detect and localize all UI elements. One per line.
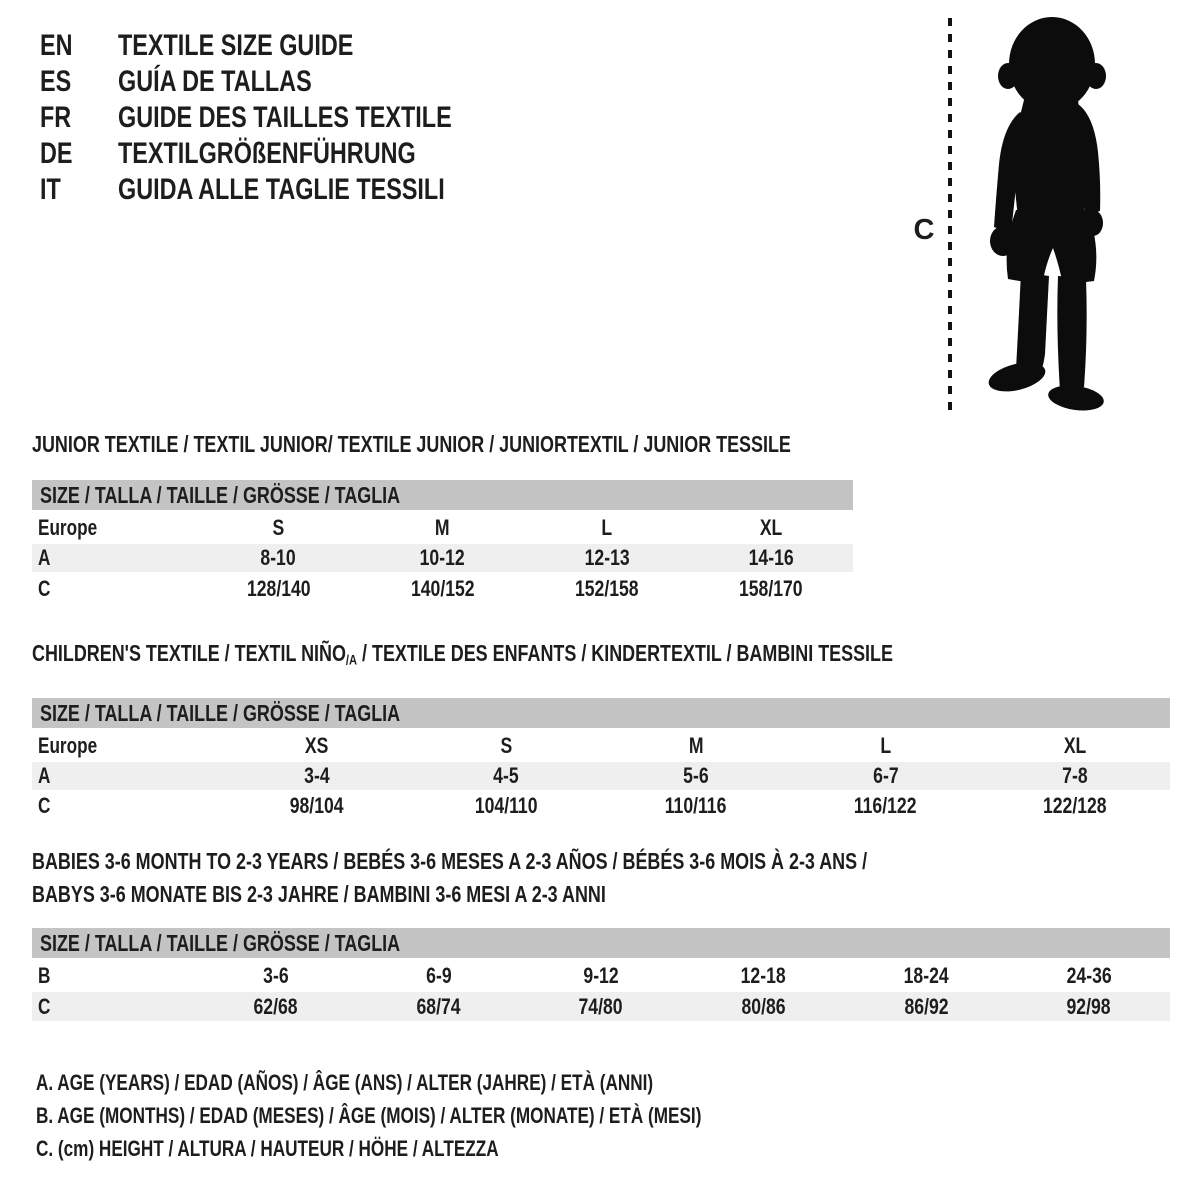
- table-cell: 122/128: [980, 791, 1170, 821]
- table-cell: 104/110: [411, 791, 601, 821]
- table-cell: 7-8: [980, 761, 1170, 791]
- lang-row-fr: [40, 100, 546, 136]
- table-cell: M: [360, 513, 524, 543]
- height-dashed-line-icon: [946, 16, 954, 420]
- table-cell: 5-6: [601, 761, 791, 791]
- table-cell: 80/86: [682, 991, 845, 1021]
- childrens-size-table: [32, 730, 1170, 821]
- table-cell: 68/74: [357, 991, 520, 1021]
- table-cell: 74/80: [520, 991, 683, 1021]
- table-row-age-years: [32, 761, 1170, 791]
- childrens-textile-section: [32, 640, 1170, 821]
- table-row-europe: [32, 731, 1170, 761]
- row-label: A: [32, 761, 222, 791]
- table-cell: 3-6: [195, 961, 358, 991]
- table-cell: 24-36: [1007, 961, 1170, 991]
- table-cell: 9-12: [520, 961, 683, 991]
- table-cell: 10-12: [360, 543, 524, 573]
- table-cell: XL: [689, 513, 853, 543]
- size-header-bar: SIZE / TALLA / TAILLE / GRÖSSE / TAGLIA: [32, 928, 1170, 958]
- table-row-height: [32, 991, 1170, 1021]
- table-row-europe: [32, 513, 853, 543]
- table-cell: 6-9: [357, 961, 520, 991]
- lang-row-en: [40, 28, 546, 64]
- table-cell: 116/122: [791, 791, 981, 821]
- table-cell: 110/116: [601, 791, 791, 821]
- lang-row-de: [40, 136, 546, 172]
- row-label: C: [32, 991, 195, 1021]
- size-header-bar: SIZE / TALLA / TAILLE / GRÖSSE / TAGLIA: [32, 480, 853, 510]
- childrens-table-title: CHILDREN'S TEXTILE / TEXTIL $NIÑO_{/A}$ / TEXTILE DES ENFANTS / KINDERTEXTIL / BAMBINI TESSILE: [32, 640, 893, 669]
- babies-size-table: [32, 960, 1170, 1021]
- guide-title-en: TEXTILE SIZE GUIDE: [118, 29, 354, 62]
- lang-code: ES: [40, 65, 72, 98]
- table-cell: XL: [980, 731, 1170, 761]
- table-cell: 12-18: [682, 961, 845, 991]
- lang-code: DE: [40, 137, 73, 170]
- table-row-height: [32, 791, 1170, 821]
- row-label: B: [32, 961, 195, 991]
- junior-textile-section: [32, 431, 853, 603]
- guide-title-de: TEXTILGRÖßENFÜHRUNG: [118, 137, 416, 170]
- row-label: C: [32, 573, 196, 603]
- table-cell: L: [525, 513, 689, 543]
- table-cell: M: [601, 731, 791, 761]
- baby-silhouette-icon: [966, 14, 1136, 419]
- nino-a-subscript: /A: [345, 652, 358, 669]
- table-cell: L: [791, 731, 981, 761]
- table-cell: 140/152: [360, 573, 524, 603]
- table-cell: 8-10: [196, 543, 360, 573]
- guide-title-it: GUIDA ALLE TAGLIE TESSILI: [118, 173, 445, 206]
- table-cell: 12-13: [525, 543, 689, 573]
- legend-age-months: B. AGE (MONTHS) / EDAD (MESES) / ÂGE (MOIS) / ALTER (MONATE) / ETÀ (MESI): [36, 1103, 702, 1128]
- guide-title-es: GUÍA DE TALLAS: [118, 65, 312, 98]
- babies-textile-section: [32, 845, 1170, 1021]
- legend-height: C. (cm) HEIGHT / ALTURA / HAUTEUR / HÖHE / ALTEZZA: [36, 1136, 499, 1161]
- table-cell: 4-5: [411, 761, 601, 791]
- lang-row-es: [40, 64, 546, 100]
- table-row-height: [32, 573, 853, 603]
- table-cell: S: [196, 513, 360, 543]
- lang-code: EN: [40, 29, 73, 62]
- table-cell: 6-7: [791, 761, 981, 791]
- table-cell: 62/68: [195, 991, 358, 1021]
- height-measure-figure: [900, 10, 1150, 430]
- lang-row-it: [40, 172, 546, 208]
- row-label: C: [32, 791, 222, 821]
- table-cell: 128/140: [196, 573, 360, 603]
- row-label: Europe: [32, 513, 196, 543]
- height-measure-label: C: [913, 214, 935, 246]
- language-title-list: [40, 28, 546, 208]
- row-label: A: [32, 543, 196, 573]
- measure-legend: [36, 1066, 889, 1165]
- table-row-age-months: [32, 961, 1170, 991]
- lang-code: FR: [40, 101, 72, 134]
- table-row-age-years: [32, 543, 853, 573]
- table-cell: 86/92: [845, 991, 1008, 1021]
- table-cell: 18-24: [845, 961, 1008, 991]
- table-cell: 3-4: [222, 761, 412, 791]
- junior-size-table: [32, 512, 853, 603]
- legend-age-years: A. AGE (YEARS) / EDAD (AÑOS) / ÂGE (ANS) / ALTER (JAHRE) / ETÀ (ANNI): [36, 1070, 654, 1095]
- table-cell: 98/104: [222, 791, 412, 821]
- table-cell: 92/98: [1007, 991, 1170, 1021]
- table-cell: XS: [222, 731, 412, 761]
- table-cell: 152/158: [525, 573, 689, 603]
- row-label: Europe: [32, 731, 222, 761]
- babies-table-title: BABIES 3-6 MONTH TO 2-3 YEARS / BEBÉS 3-6 MESES A 2-3 AÑOS / BÉBÉS 3-6 MOIS À 2-3 ANS / BABYS 3-6 MONATE BIS 2-3 JAHRE / BAMBINI 3-6 MESI A 2-3 ANNI: [32, 848, 868, 907]
- guide-title-fr: GUIDE DES TAILLES TEXTILE: [118, 101, 452, 134]
- table-cell: 14-16: [689, 543, 853, 573]
- table-cell: 158/170: [689, 573, 853, 603]
- junior-table-title: JUNIOR TEXTILE / TEXTIL JUNIOR/ TEXTILE JUNIOR / JUNIORTEXTIL / JUNIOR TESSILE: [32, 431, 791, 457]
- lang-code: IT: [40, 173, 61, 206]
- table-cell: S: [411, 731, 601, 761]
- size-header-bar: SIZE / TALLA / TAILLE / GRÖSSE / TAGLIA: [32, 698, 1170, 728]
